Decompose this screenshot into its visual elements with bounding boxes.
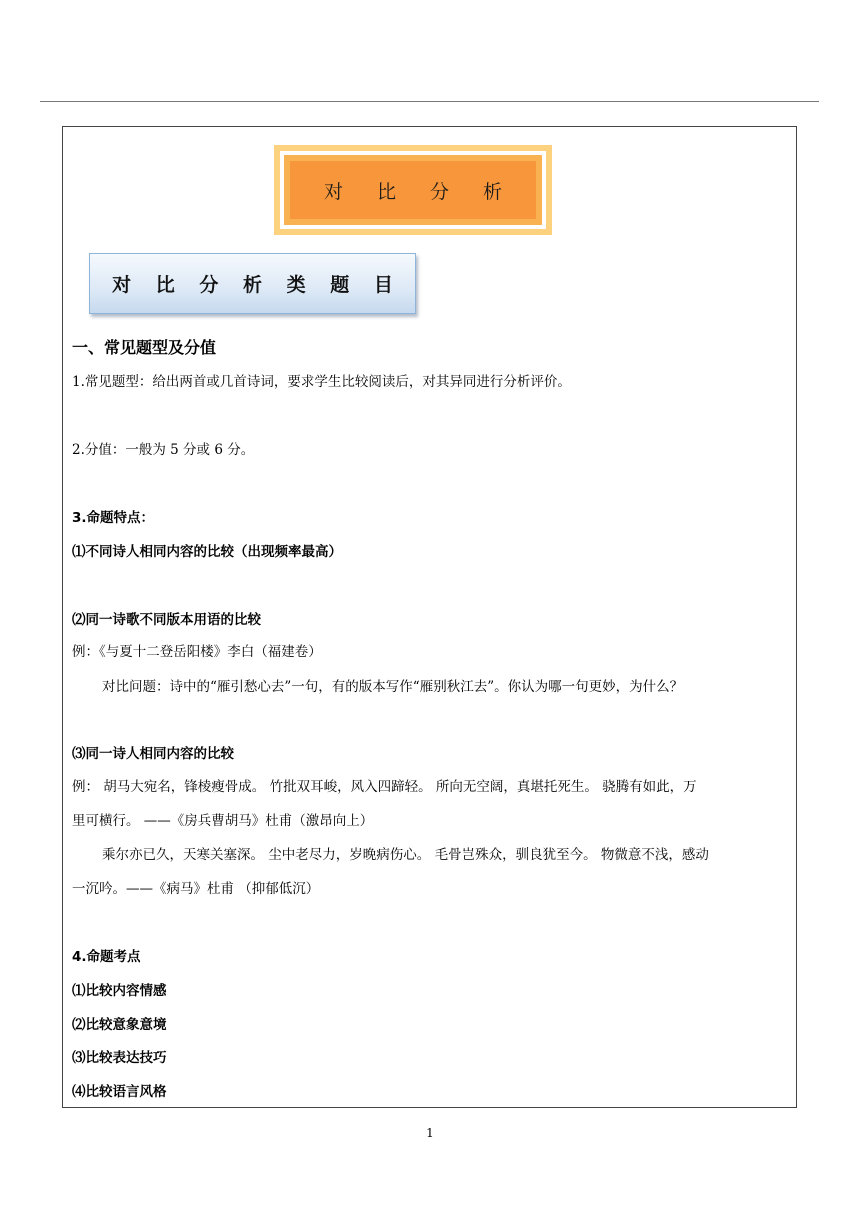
sub-title: 对 比 分 析 类 题 目 xyxy=(112,274,402,296)
point-3: ⑶同一诗人相同内容的比较 xyxy=(72,746,234,762)
point-3-example-c: 乘尔亦已久，天寒关塞深。 尘中老尽力，岁晚病伤心。 毛骨岂殊众，驯良犹至今。 物微意不浅，感动 xyxy=(102,847,709,863)
test-point-item: ⑷比较语言风格 xyxy=(72,1084,167,1100)
point-3-example-d: 一沉吟。——《病马》杜甫 （抑郁低沉） xyxy=(72,881,320,897)
line-score: 2.分值：一般为 5 分或 6 分。 xyxy=(72,442,255,458)
line-features: 3.命题特点： xyxy=(72,510,155,526)
line-question-type: 1.常见题型：给出两首或几首诗词，要求学生比较阅读后，对其异同进行分析评价。 xyxy=(72,374,571,390)
point-2-example: 例：《与夏十二登岳阳楼》李白（福建卷） xyxy=(72,644,322,660)
main-title: 对 比 分 析 xyxy=(323,180,517,203)
line-test-points: 4.命题考点 xyxy=(72,949,141,965)
sub-title-box xyxy=(89,253,416,314)
point-2: ⑵同一诗歌不同版本用语的比较 xyxy=(72,612,261,628)
test-point-item: ⑶比较表达技巧 xyxy=(72,1050,167,1066)
point-3-example-b: 里可横行。 ——《房兵曹胡马》杜甫（激昂向上） xyxy=(72,813,374,829)
main-title-box xyxy=(274,145,552,235)
test-point-item: ⑴比较内容情感 xyxy=(72,983,167,999)
point-1: ⑴不同诗人相同内容的比较（出现频率最高） xyxy=(72,544,342,560)
point-2-question: 对比问题：诗中的“雁引愁心去”一句，有的版本写作“雁别秋江去”。你认为哪一句更妙，为什么？ xyxy=(102,679,684,695)
section-heading: 一、常见题型及分值 xyxy=(72,338,217,357)
test-point-item: ⑵比较意象意境 xyxy=(72,1017,167,1033)
page-number: 1 xyxy=(426,1126,434,1140)
header-rule xyxy=(40,101,819,102)
point-3-example-a: 例： 胡马大宛名，锋棱瘦骨成。 竹批双耳峻，风入四蹄轻。 所向无空阔，真堪托死生。 骁腾有如此，万 xyxy=(72,779,697,795)
